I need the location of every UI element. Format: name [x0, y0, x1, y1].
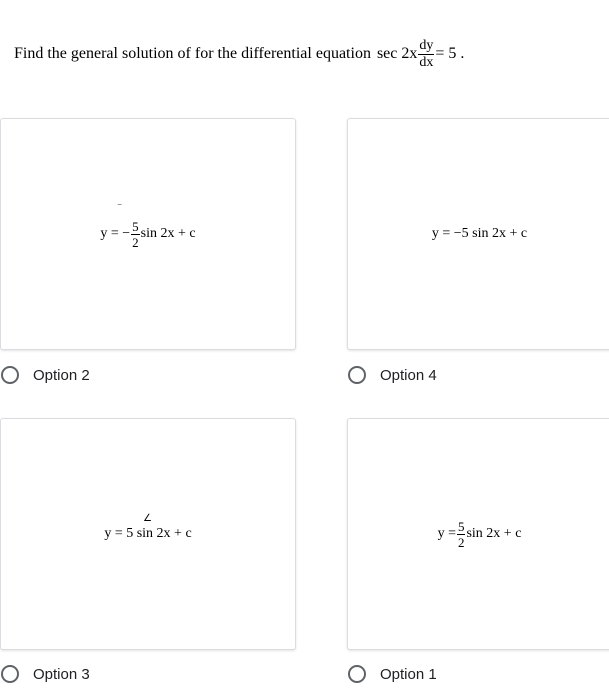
equation-frac-den: dx — [419, 54, 434, 70]
option-3-radio[interactable] — [1, 665, 19, 683]
option-1-card[interactable] — [347, 418, 609, 650]
option-1-math — [438, 520, 522, 549]
option-1-radio[interactable] — [348, 665, 366, 683]
option-1-fraction — [457, 520, 466, 549]
option-3-label: Option 3 — [33, 665, 90, 683]
option-4-label: Option 4 — [380, 366, 437, 384]
option-2-card[interactable] — [0, 118, 296, 350]
equation-rhs: = 5 . — [435, 45, 465, 62]
option-2-radio[interactable] — [1, 366, 19, 384]
question-equation — [377, 39, 464, 70]
option-1-label: Option 1 — [380, 665, 437, 683]
option-2-label: Option 2 — [33, 366, 90, 384]
option-2-math-suffix: sin 2x + c — [140, 226, 196, 241]
equation-lhs: sec 2x — [376, 45, 418, 62]
option-3-math — [104, 526, 191, 542]
option-2-frac-num: 5 — [132, 218, 139, 234]
option-3-math-text: y = 5 sin 2x + c — [104, 526, 192, 541]
option-2-fraction — [131, 220, 140, 249]
option-3-stray-mark: ∠ — [143, 513, 152, 524]
option-1-frac-num: 5 — [457, 518, 465, 534]
option-2-frac-den: 2 — [132, 234, 139, 250]
equation-frac-num: dy — [419, 37, 434, 53]
option-2-math-prefix: y = − — [100, 226, 131, 241]
option-1-frac-den: 2 — [457, 534, 465, 550]
option-1-math-suffix: sin 2x + c — [466, 526, 522, 541]
equation-fraction — [418, 39, 434, 70]
option-4-radio[interactable] — [348, 366, 366, 384]
option-2-radio-row[interactable] — [1, 363, 90, 387]
option-2-math — [100, 220, 195, 249]
option-3-radio-row[interactable] — [1, 662, 90, 686]
question-title — [14, 30, 594, 78]
question-text: Find the general solution of for the differential equation — [14, 45, 371, 62]
option-4-math-text: y = −5 sin 2x + c — [431, 226, 528, 241]
option-4-radio-row[interactable] — [348, 363, 437, 387]
option-2-stray-mark: ‾ — [118, 205, 122, 216]
option-3-card[interactable] — [0, 418, 296, 650]
option-1-radio-row[interactable] — [348, 662, 437, 686]
option-1-math-prefix: y = — [437, 526, 456, 541]
option-4-card[interactable] — [347, 118, 609, 350]
option-4-math — [432, 226, 527, 242]
